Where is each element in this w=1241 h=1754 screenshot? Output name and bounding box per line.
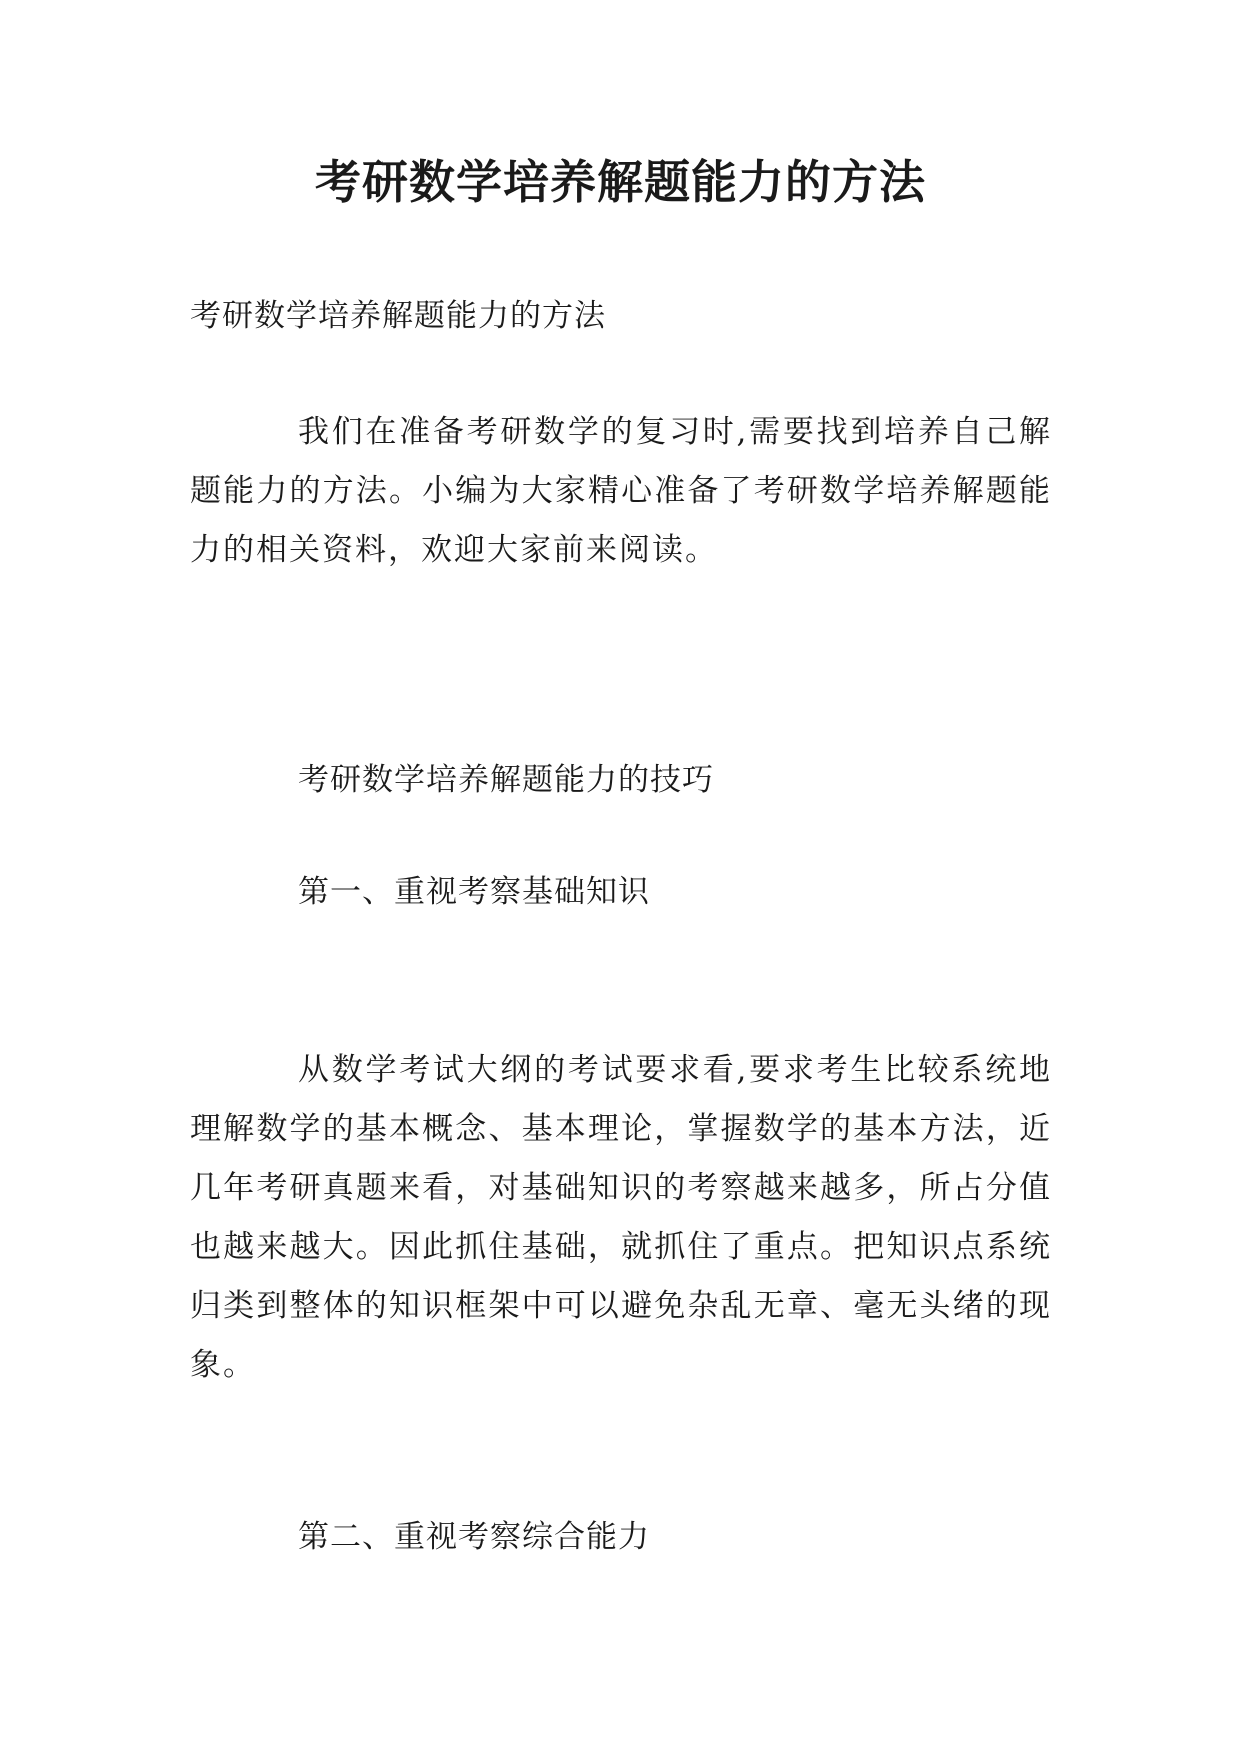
document-title: 考研数学培养解题能力的方法 <box>315 155 926 209</box>
intro-paragraph: 我们在准备考研数学的复习时,需要找到培养自己解题能力的方法。小编为大家精心准备了考研数学培养解题能力的相关资料，欢迎大家前来阅读。 <box>190 414 1052 568</box>
point-2-heading: 第二、重视考察综合能力 <box>298 1519 650 1555</box>
section-heading: 考研数学培养解题能力的技巧 <box>298 762 714 798</box>
point-1-paragraph: 从数学考试大纲的考试要求看,要求考生比较系统地理解数学的基本概念、基本理论，掌握数学的基本方法，近几年考研真题来看，对基础知识的考察越来越多，所占分值也越来越大。因此抓住基础，就抓住了重点。把知识点系统归类到整体的知识框架中可以避免杂乱无章、毫无头绪的现象。 <box>190 1052 1052 1383</box>
point-1-heading: 第一、重视考察基础知识 <box>298 874 650 910</box>
document-subtitle: 考研数学培养解题能力的方法 <box>190 298 606 334</box>
